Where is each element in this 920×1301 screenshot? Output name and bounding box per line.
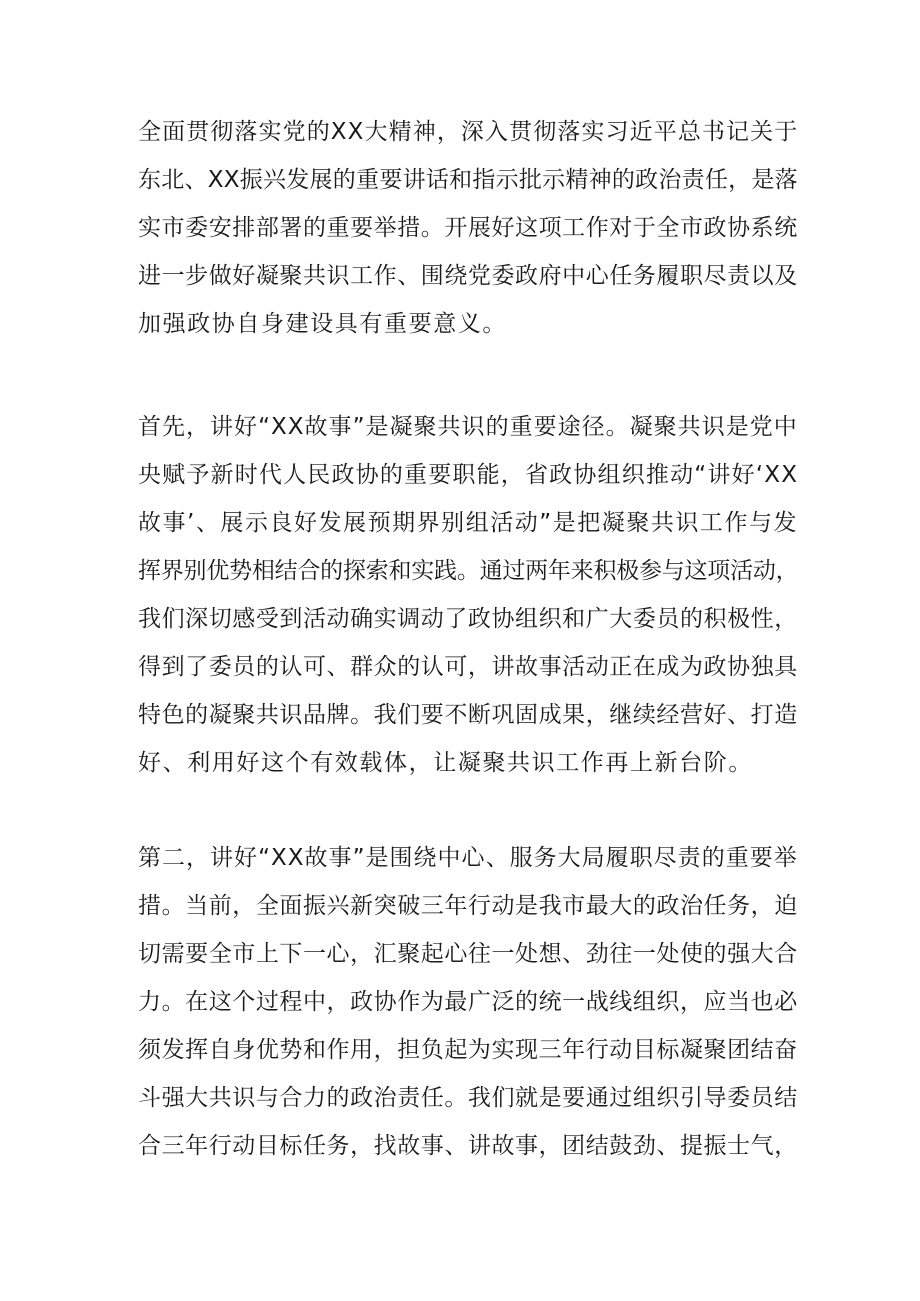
text-line: 首先，讲好“XX故事”是凝聚共识的重要途径。凝聚共识是党中 — [138, 414, 798, 440]
text-line: 加强政协自身建设具有重要意义。 — [138, 311, 507, 337]
text-line: 措。当前，全面振兴新突破三年行动是我市最大的政治任务，迫 — [138, 893, 798, 919]
text-line: 实市委安排部署的重要举措。开展好这项工作对于全市政协系统 — [138, 215, 798, 241]
text-line: 好、利用好这个有效载体，让凝聚共识工作再上新台阶。 — [138, 750, 753, 776]
text-line: 切需要全市上下一心，汇聚起心往一处想、劲往一处使的强大合 — [138, 941, 798, 967]
text-line: 斗强大共识与合力的政治责任。我们就是要通过组织引导委员结 — [138, 1085, 798, 1111]
text-line: 我们深切感受到活动确实调动了政协组织和广大委员的积极性， — [138, 606, 798, 632]
text-line: 故事’、展示良好发展预期界别组活动”是把凝聚共识工作与发 — [138, 510, 799, 536]
text-line: 得到了委员的认可、群众的认可，讲故事活动正在成为政协独具 — [138, 654, 798, 680]
text-line: 央赋予新时代人民政协的重要职能，省政协组织推动“讲好‘XX — [138, 462, 799, 488]
text-line: 全面贯彻落实党的XX大精神，深入贯彻落实习近平总书记关于 — [138, 119, 799, 145]
text-line: 力。在这个过程中，政协作为最广泛的统一战线组织，应当也必 — [138, 989, 798, 1015]
paragraph-1 — [138, 108, 798, 348]
text-line: 须发挥自身优势和作用，担负起为实现三年行动目标凝聚团结奋 — [138, 1037, 798, 1063]
text-line: 东北、XX振兴发展的重要讲话和指示批示精神的政治责任，是落 — [138, 167, 798, 193]
paragraph-3 — [138, 834, 798, 1170]
text-line: 进一步做好凝聚共识工作、围绕党委政府中心任务履职尽责以及 — [138, 263, 798, 289]
text-line: 合三年行动目标任务，找故事、讲故事，团结鼓劲、提振士气， — [138, 1133, 798, 1159]
paragraph-2 — [138, 403, 798, 787]
text-line: 挥界别优势相结合的探索和实践。通过两年来积极参与这项活动， — [138, 558, 799, 584]
text-line: 第二，讲好“XX故事”是围绕中心、服务大局履职尽责的重要举 — [138, 845, 798, 871]
text-line: 特色的凝聚共识品牌。我们要不断巩固成果，继续经营好、打造 — [138, 702, 798, 728]
